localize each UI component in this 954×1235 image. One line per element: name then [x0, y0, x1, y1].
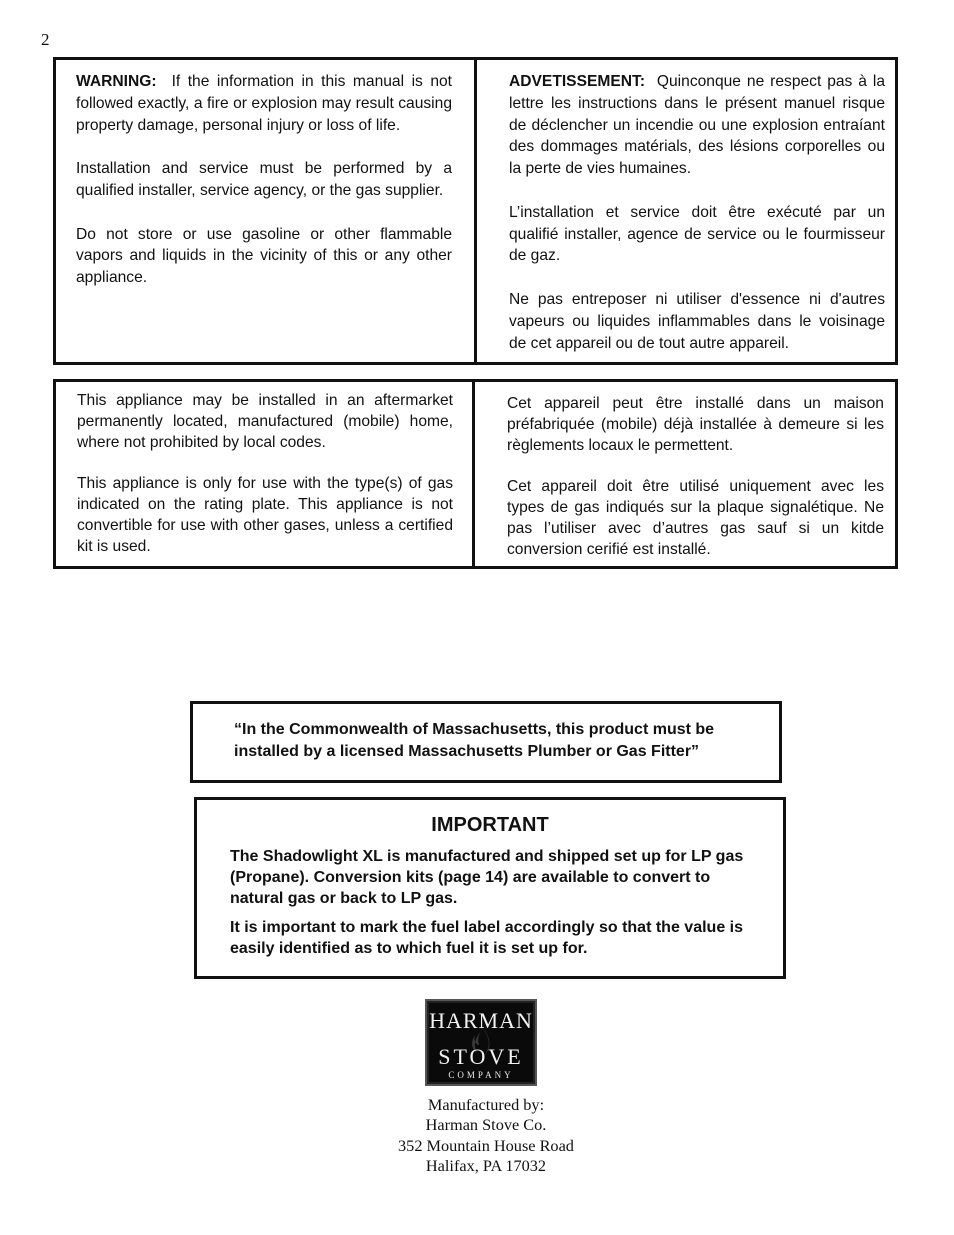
warning-label: WARNING:	[76, 73, 157, 90]
avertissement-label: ADVETISSEMENT:	[509, 73, 646, 90]
manufacturer-address	[327, 1095, 645, 1176]
important-box	[194, 797, 786, 979]
logo-line-1: HARMAN	[429, 1008, 533, 1033]
conversion-paragraph: The Shadowlight XL is manufactured and shipped set up for LP gas (Propane). Conversion kits (page 14) are available to convert to natural gas or back to LP gas.	[230, 848, 744, 907]
logo-line-2: STOVE	[438, 1044, 524, 1069]
storage-paragraph-fr: Ne pas entreposer ni utiliser d'essence ni d'autres vapeurs ou liquides inflammables dans le voisinage de cet appareil ou de tout autre appareil.	[509, 290, 885, 352]
warning-french-column	[509, 71, 885, 354]
column-divider	[474, 60, 477, 362]
installation-notice-box	[53, 379, 898, 569]
storage-paragraph: Do not store or use gasoline or other flammable vapors and liquids in the vicinity of this or any other appliance.	[76, 225, 452, 287]
harman-stove-logo	[425, 999, 537, 1086]
avertissement-paragraph	[509, 71, 885, 180]
column-divider	[472, 382, 475, 566]
fuel-label-paragraph: It is important to mark the fuel label accordingly so that the value is easily identified as to which fuel it is set up for.	[230, 919, 743, 957]
page-number: 2	[41, 30, 50, 49]
gas-type-paragraph: This appliance is only for use with the type(s) of gas indicated on the rating plate. This appliance is not convertible for use with other gases, unless a certified kit is used.	[77, 475, 453, 555]
manufacturer-label: Manufactured by:	[427, 1095, 545, 1114]
important-body	[230, 846, 754, 967]
manufacturer-name: Harman Stove Co.	[425, 1115, 547, 1135]
warning-text: If the information in this manual is not followed exactly, a fire or explosion may result causing property damage, personal injury or loss of life.	[76, 73, 452, 134]
logo-graphic	[427, 1001, 535, 1084]
mobile-home-paragraph-fr: Cet appareil peut être installé dans un maison préfabriquée (mobile) déjà installée à demeure si les règlements locaux le permettent.	[507, 395, 884, 454]
installation-french-column	[507, 394, 884, 560]
important-title: IMPORTANT	[431, 814, 549, 836]
installation-english-column	[77, 391, 453, 557]
massachusetts-notice-box	[190, 701, 782, 783]
installation-paragraph: Installation and service must be performed by a qualified installer, service agency, or the gas supplier.	[76, 160, 452, 199]
warning-english-column	[76, 71, 452, 289]
warning-paragraph	[76, 71, 452, 136]
installation-paragraph-fr: L’installation et service doit être exécuté par un qualifié installer, agence de service ou le fourmisseur de gaz.	[509, 203, 885, 265]
mobile-home-paragraph: This appliance may be installed in an aftermarket permanently located, manufactured (mobile) home, where not prohibited by local codes.	[77, 392, 453, 451]
gas-type-paragraph-fr: Cet appareil doit être utilisé uniquement avec les types de gas indiqués sur la plaque signalétique. Ne pas l’utiliser avec d’autres gas sauf si un kitde conversion cerifié est installé.	[507, 478, 884, 558]
logo-line-3: COMPANY	[448, 1070, 514, 1080]
avertissement-text: Quinconque ne respect pas à la lettre les instructions dans le présent manuel risque de déclencher un incendie ou une explosion entraíant des dommages matérials, des lésions corporelles ou la perte de vies humaines.	[509, 73, 885, 178]
manufacturer-street: 352 Mountain House Road	[398, 1135, 574, 1155]
warning-box	[53, 57, 898, 365]
manufacturer-city: Halifax, PA 17032	[425, 1155, 547, 1175]
massachusetts-notice: “In the Commonwealth of Massachusetts, this product must be installed by a licensed Massachusetts Plumber or Gas Fitter”	[234, 721, 715, 760]
